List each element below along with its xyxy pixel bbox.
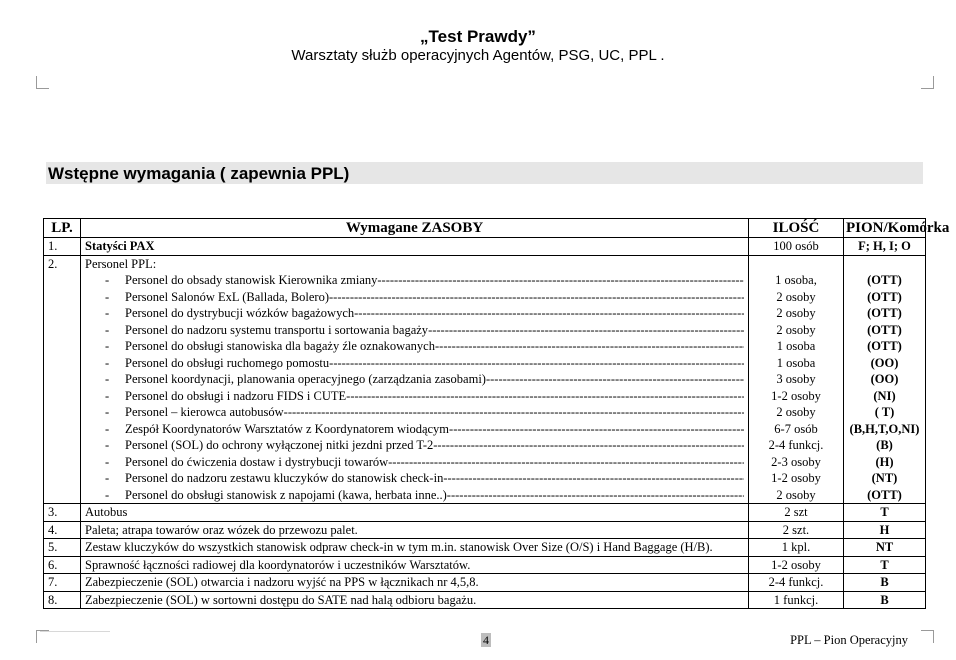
personnel-item-label: Personel do ćwiczenia dostaw i dystrybucji towarów: [125, 454, 389, 469]
resource-quantity: 1-2 osoby: [749, 556, 844, 574]
personnel-list-item: [85, 371, 744, 388]
personnel-item-unit: (OO): [870, 355, 899, 370]
personnel-item-unit: (OTT): [867, 289, 902, 304]
personnel-item-quantity: 2 osoby: [776, 487, 816, 502]
personnel-item-unit: ( T): [874, 405, 895, 419]
personnel-item-label: Personel – kierowca autobusów: [125, 405, 284, 419]
column-header-lp: LP.: [44, 219, 81, 238]
page-number: 4: [483, 633, 489, 647]
leader-dashes: [354, 305, 744, 322]
personnel-list-item: [85, 404, 744, 421]
table-row: [44, 574, 926, 592]
personnel-item-label: Personel do nadzoru systemu transportu i sortowania bagaży: [125, 322, 429, 337]
resource-unit: T: [844, 556, 926, 574]
personnel-item-label: Personel do obsady stanowisk Kierownika zmiany: [125, 273, 378, 287]
table-row: [44, 539, 926, 557]
list-bullet: -: [105, 454, 110, 469]
row-number: 4.: [44, 521, 81, 539]
resource-unit: B: [844, 574, 926, 592]
list-bullet: -: [105, 306, 110, 320]
row-number: 8.: [44, 591, 81, 609]
personnel-list-item: [85, 388, 744, 405]
list-bullet: -: [105, 355, 110, 370]
resource-quantity: 2 szt: [749, 504, 844, 522]
leader-dashes: [447, 487, 744, 504]
table-row: [44, 238, 926, 256]
personnel-item-quantity: 2-4 funkcj.: [768, 438, 824, 452]
resource-quantity: 2-4 funkcj.: [749, 574, 844, 592]
personnel-item-quantity: 1-2 osoby: [771, 471, 821, 485]
resource-name: Autobus: [81, 504, 749, 522]
personnel-list-item: [85, 338, 744, 355]
personnel-list-item: [85, 322, 744, 339]
resource-unit: [844, 255, 926, 504]
list-bullet: -: [105, 405, 110, 419]
personnel-item-label: Personel do obsługi i nadzoru FIDS i CUTE: [125, 388, 347, 403]
personnel-item-quantity: 2 osoby: [776, 306, 816, 320]
personnel-item-unit: (OTT): [867, 322, 902, 337]
personnel-item-label: Personel do nadzoru zestawu kluczyków do stanowisk check-in: [125, 471, 444, 485]
document-subtitle: Warsztaty służb operacyjnych Agentów, PSG, UC, PPL .: [291, 47, 665, 64]
personnel-item-label: Personel do dystrybucji wózków bagażowych: [125, 306, 355, 320]
personnel-item-quantity: 2 osoby: [776, 322, 816, 337]
table-row: [44, 591, 926, 609]
row-number: 3.: [44, 504, 81, 522]
list-bullet: -: [105, 487, 110, 502]
table-row: [44, 504, 926, 522]
leader-dashes: [329, 355, 744, 372]
resource-unit: T: [844, 504, 926, 522]
resource-name: Zestaw kluczyków do wszystkich stanowisk odpraw check-in w tym m.in. stanowisk Over Size (O/S) i Hand Baggage (H/B).: [81, 539, 749, 557]
leader-dashes: [449, 421, 744, 438]
resource-unit: NT: [844, 539, 926, 557]
row-number: 7.: [44, 574, 81, 592]
resource-name: Sprawność łączności radiowej dla koordynatorów i uczestników Warsztatów.: [81, 556, 749, 574]
resource-quantity: 100 osób: [749, 238, 844, 256]
personnel-item-quantity: 6-7 osób: [774, 421, 818, 436]
row-number: 2.: [44, 255, 81, 504]
row-number: 1.: [44, 238, 81, 256]
personnel-item-quantity: 3 osoby: [776, 372, 816, 386]
leader-dashes: [388, 454, 744, 471]
list-bullet: -: [105, 289, 110, 304]
resource-quantity: 1 funkcj.: [749, 591, 844, 609]
personnel-item-label: Personel (SOL) do ochrony wyłączonej nitki jezdni przed T-2: [125, 438, 434, 452]
personnel-item-unit: (B,H,T,O,NI): [849, 421, 920, 436]
table-row: [44, 521, 926, 539]
personnel-item-unit: (OTT): [867, 306, 902, 320]
personnel-list-item: [85, 454, 744, 471]
personnel-cell: [81, 255, 749, 504]
list-bullet: -: [105, 421, 110, 436]
personnel-item-label: Personel do obsługi ruchomego pomostu: [125, 355, 330, 370]
personnel-item-unit: (NT): [871, 471, 898, 485]
personnel-list: [85, 272, 744, 503]
resource-unit: B: [844, 591, 926, 609]
resource-quantity: 2 szt.: [749, 521, 844, 539]
column-header-unit: PION/Komórka: [844, 219, 926, 238]
personnel-item-label: Personel Salonów ExL (Ballada, Bolero): [125, 289, 330, 304]
resource-name: Statyści PAX: [81, 238, 749, 256]
resource-name: Paleta; atrapa towarów oraz wózek do przewozu palet.: [81, 521, 749, 539]
list-bullet: -: [105, 471, 110, 485]
personnel-item-unit: (OTT): [867, 273, 902, 287]
resource-name: Zabezpieczenie (SOL) otwarcia i nadzoru wyjść na PPS w łącznikach nr 4,5,8.: [81, 574, 749, 592]
list-bullet: -: [105, 273, 110, 287]
personnel-item-unit: (OO): [870, 372, 899, 386]
personnel-item-quantity: 2 osoby: [776, 289, 816, 304]
personnel-item-unit: (B): [876, 438, 893, 452]
resource-quantity: 1 kpl.: [749, 539, 844, 557]
list-bullet: -: [105, 339, 110, 353]
leader-dashes: [435, 338, 744, 355]
resource-name: Zabezpieczenie (SOL) w sortowni dostępu do SATE nad halą odbioru bagażu.: [81, 591, 749, 609]
resource-unit: H: [844, 521, 926, 539]
document-title: „Test Prawdy”: [420, 27, 536, 46]
list-bullet: -: [105, 322, 110, 337]
personnel-item-unit: (H): [875, 454, 894, 469]
leader-dashes: [377, 272, 744, 289]
personnel-list-item: [85, 355, 744, 372]
document-header: [0, 27, 956, 65]
personnel-item-unit: (OTT): [867, 487, 902, 502]
personnel-item-quantity: 2-3 osoby: [771, 454, 821, 469]
resource-unit: F; H, I; O: [844, 238, 926, 256]
row-number: 5.: [44, 539, 81, 557]
crop-mark-top-left: [36, 76, 49, 89]
personnel-units: [848, 272, 921, 503]
personnel-item-quantity: 1 osoba,: [775, 273, 817, 287]
column-header-resource: Wymagane ZASOBY: [81, 219, 749, 238]
personnel-item-quantity: 1 osoba: [776, 355, 816, 370]
personnel-list-item: [85, 437, 744, 454]
footer-organization: PPL – Pion Operacyjny: [790, 633, 908, 647]
personnel-item-label: Personel koordynacji, planowania operacyjnego (zarządzania zasobami): [125, 372, 486, 386]
section-title: Wstępne wymagania ( zapewnia PPL): [48, 164, 350, 183]
personnel-list-item: [85, 487, 744, 504]
personnel-item-label: Personel do obsługi stanowisk z napojami (kawa, herbata inne..): [125, 487, 447, 502]
personnel-list-item: [85, 470, 744, 487]
personnel-item-quantity: 1-2 osoby: [771, 388, 821, 403]
personnel-item-quantity: 2 osoby: [776, 405, 816, 419]
footer-rule: [40, 631, 110, 632]
personnel-item-quantity: 1 osoba: [776, 339, 816, 353]
personnel-item-label: Zespół Koordynatorów Warsztatów z Koordynatorem wiodącym: [125, 421, 450, 436]
leader-dashes: [284, 404, 744, 421]
personnel-item-unit: (NI): [873, 388, 896, 403]
personnel-item-unit: (OTT): [867, 339, 902, 353]
column-header-qty: ILOŚĆ: [749, 219, 844, 238]
list-bullet: -: [105, 388, 110, 403]
leader-dashes: [346, 388, 744, 405]
personnel-list-item: [85, 421, 744, 438]
list-bullet: -: [105, 438, 110, 452]
leader-dashes: [329, 289, 744, 306]
table-row: [44, 255, 926, 504]
resource-name: Personel PPL:: [85, 256, 157, 271]
personnel-list-item: [85, 289, 744, 306]
leader-dashes: [486, 371, 744, 388]
leader-dashes: [433, 437, 744, 454]
leader-dashes: [428, 322, 744, 339]
crop-mark-bottom-right: [921, 630, 934, 643]
personnel-list-item: [85, 272, 744, 289]
personnel-item-label: Personel do obsługi stanowiska dla bagaży źle oznakowanych: [125, 339, 435, 353]
table-row: [44, 556, 926, 574]
crop-mark-top-right: [921, 76, 934, 89]
personnel-list-item: [85, 305, 744, 322]
row-number: 6.: [44, 556, 81, 574]
personnel-quantities: [753, 272, 839, 503]
leader-dashes: [443, 470, 744, 487]
table-header-row: [44, 219, 926, 238]
list-bullet: -: [105, 372, 110, 386]
resource-quantity: [749, 255, 844, 504]
resources-table: [43, 218, 950, 609]
